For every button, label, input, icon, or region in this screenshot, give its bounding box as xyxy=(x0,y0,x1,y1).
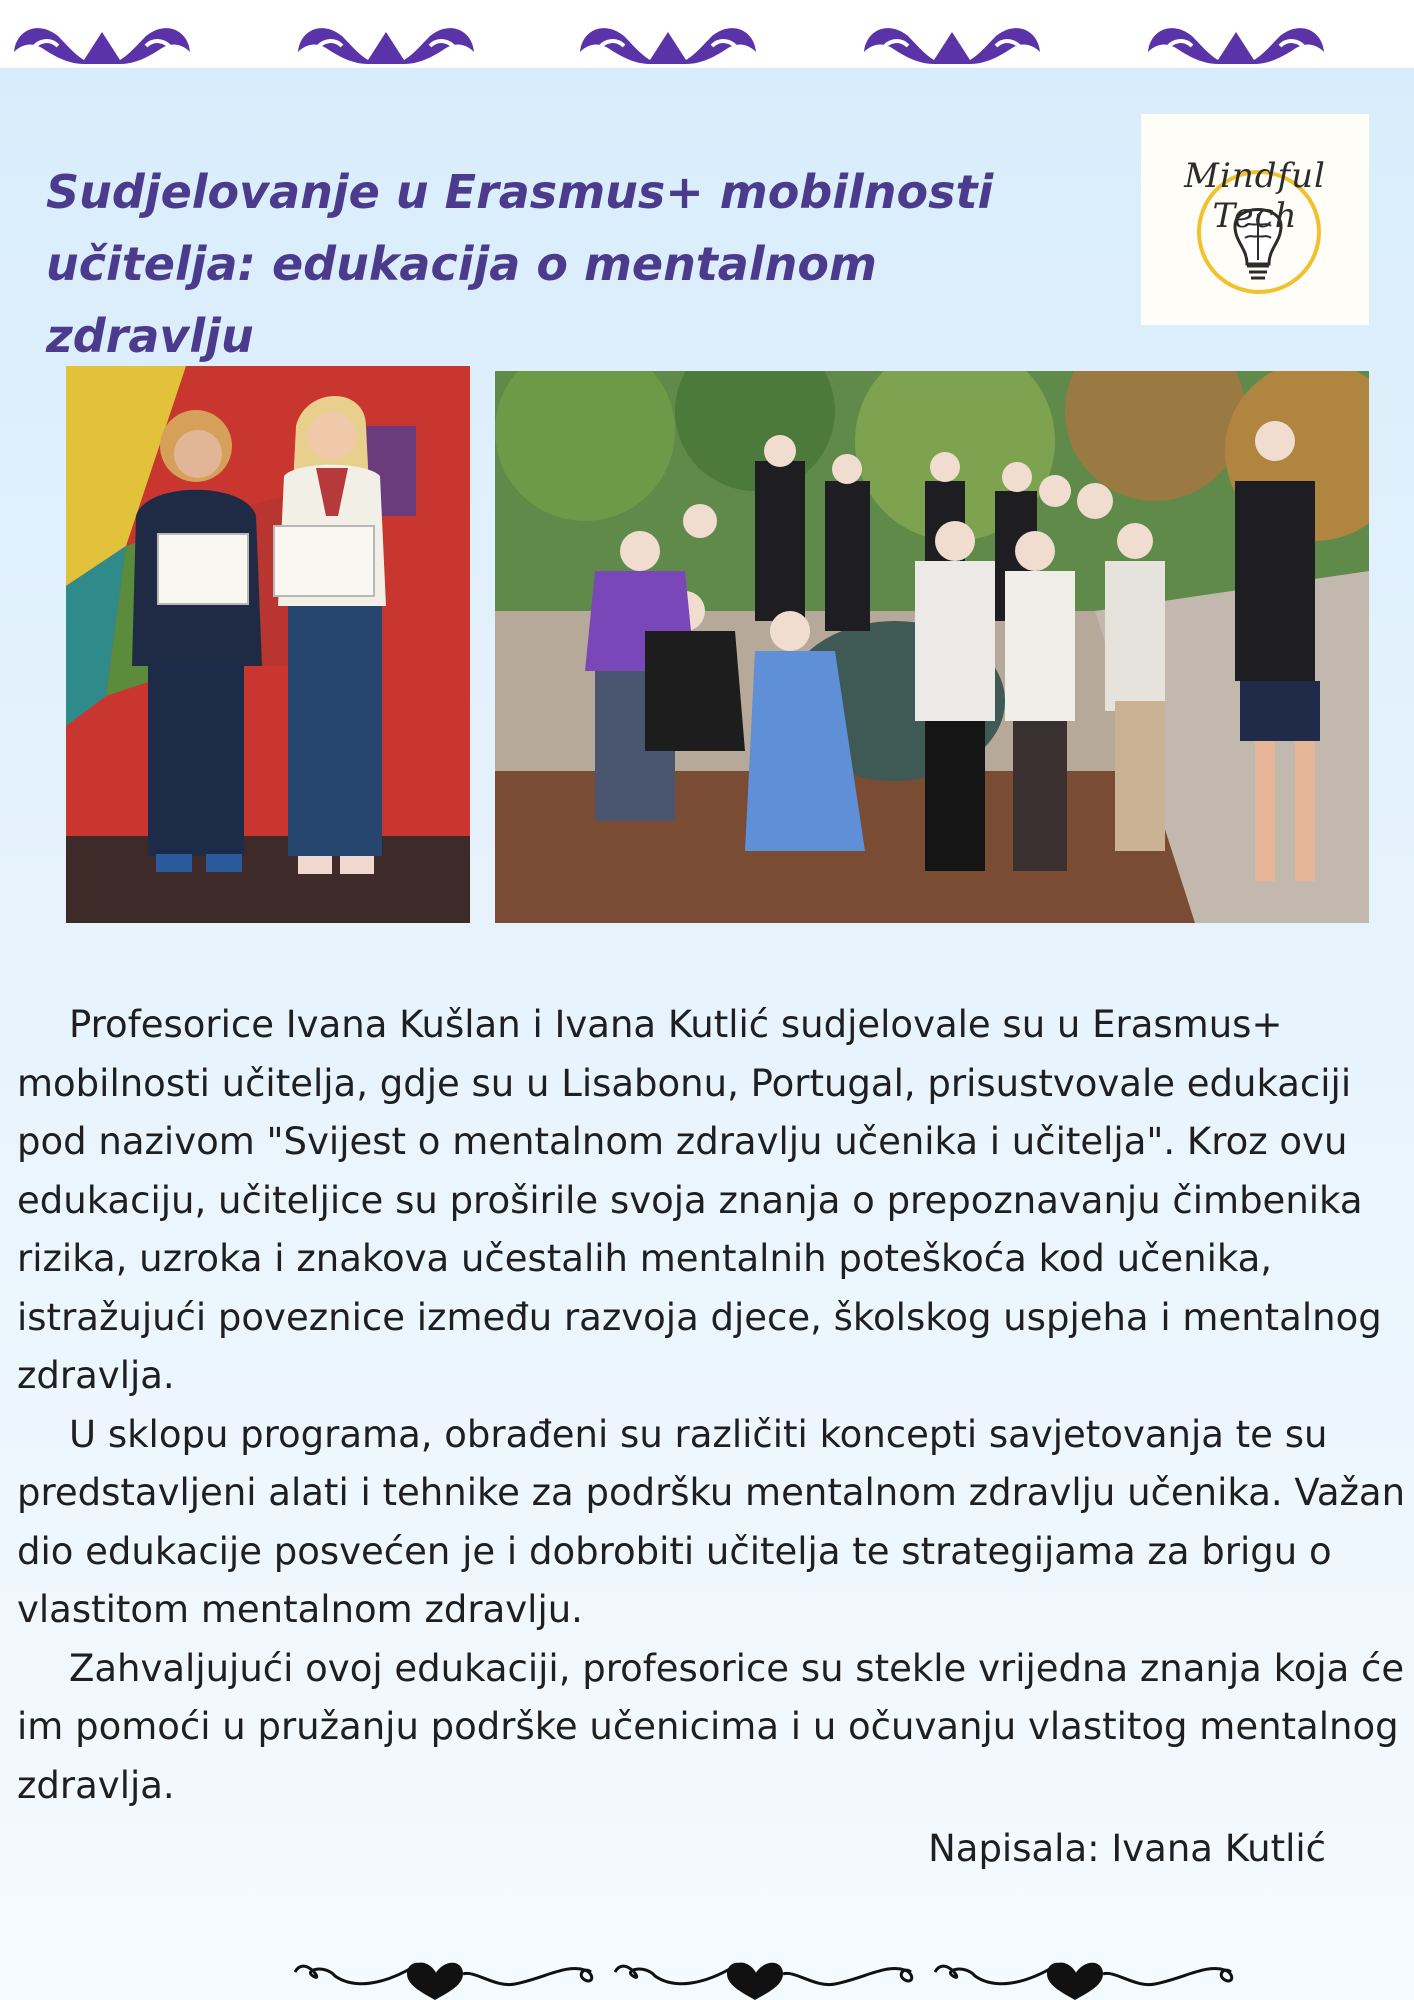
mindful-tech-logo xyxy=(1141,114,1369,325)
page-title: Sudjelovanje u Erasmus+ mobilnosti učitelja: edukacija o mentalnom zdravlju xyxy=(46,165,994,363)
paragraph-1: Profesorice Ivana Kušlan i Ivana Kutlić sudjelovale su u Erasmus+ mobilnosti učitelja, gdje su u Lisabonu, Portugal, prisustvovale edukaciji pod nazivom "Svijest o mentalnom zdravlju učenika i učitelja". Kroz ovu edukaciju, učiteljice su proširile svoja znanja o prepoznavanju čimbenika rizika, uzroka i znakova učestalih mentalnih poteškoća kod učenika, istražujući poveznice između razvoja djece, školskog uspjeha i mentalnog zdravlja. xyxy=(17,1003,1382,1397)
paragraph-3: Zahvaljujući ovoj edukaciji, profesorice su stekle vrijedna znanja koja će im pomoći u pružanju podrške učenicima i u očuvanju vlastitog mentalnog zdravlja. xyxy=(17,1646,1405,1807)
logo-text: Mindful Tech xyxy=(1184,156,1326,236)
author-signature: Napisala: Ivana Kutlić xyxy=(928,1827,1326,1870)
paragraph-2: U sklopu programa, obrađeni su različiti koncepti savjetovanja te su predstavljeni alati i tehnike za podršku mentalnom zdravlju učenika. Važan dio edukacije posvećen je i dobrobiti učitelja te strategijama za brigu o vlastitom mentalnom zdravlju. xyxy=(17,1412,1406,1631)
article-body xyxy=(17,996,1407,1815)
wave-ornament-icon xyxy=(0,0,1414,68)
photo-teachers-certificates xyxy=(66,366,470,923)
top-ornament-band xyxy=(0,0,1414,68)
heart-divider-icon xyxy=(0,1944,1414,2000)
photo-group-park xyxy=(495,371,1369,923)
